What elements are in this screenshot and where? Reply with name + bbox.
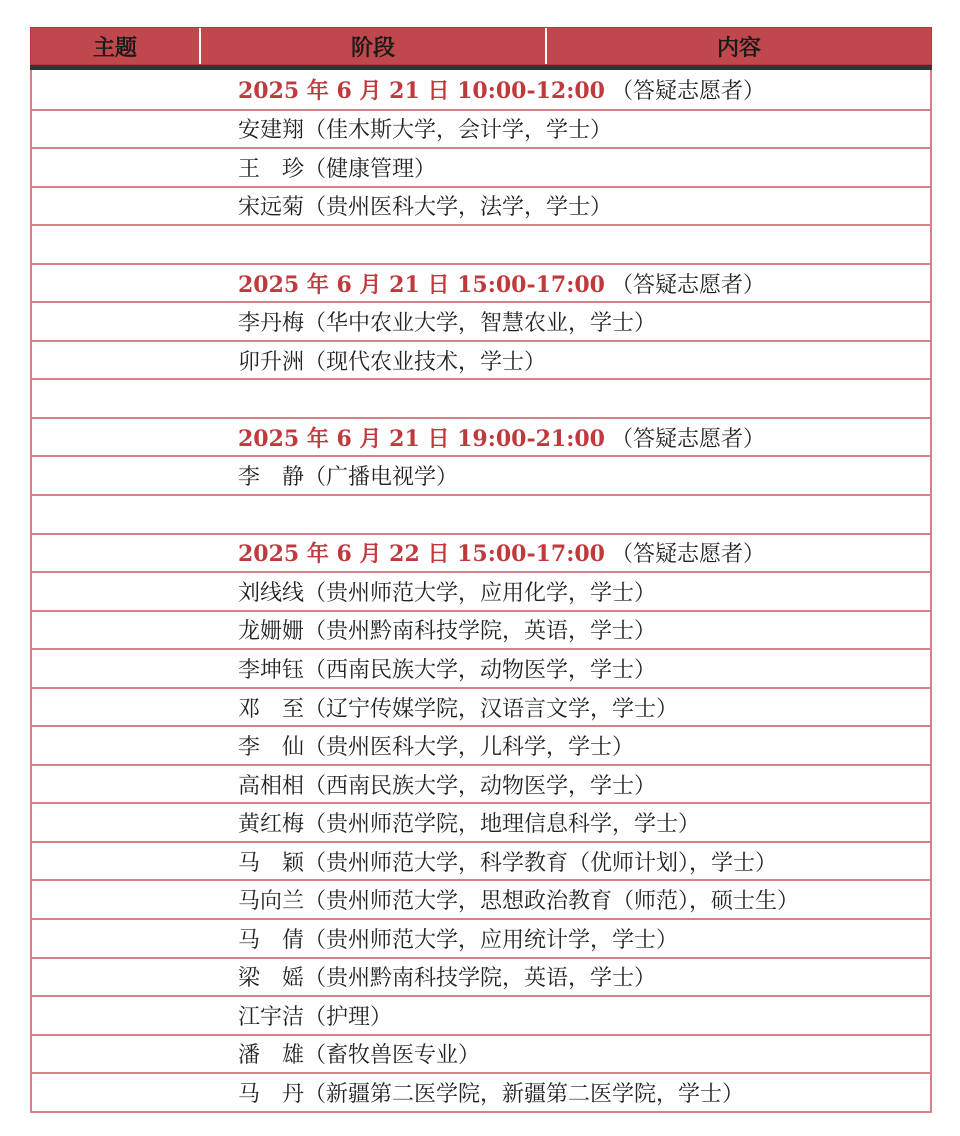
blank-row [32,378,930,417]
session-heading [238,70,765,109]
table-row [32,1072,930,1111]
volunteer-entry: 刘线线（贵州师范大学，应用化学，学士） [238,580,657,606]
table-row [32,957,930,996]
table-row [32,918,930,957]
table-row [32,109,930,148]
table-row [32,70,930,109]
volunteer-entry: 龙姗姗（贵州黔南科技学院，英语，学士） [238,619,657,645]
table-body [30,70,932,1113]
volunteer-entry: 马 倩（贵州师范大学，应用统计学，学士） [238,927,679,953]
volunteer-entry: 邓 至（辽宁传媒学院，汉语言文学，学士） [238,696,679,722]
session-note: （答疑志愿者） [610,542,765,568]
table-row [32,147,930,186]
session-heading [238,535,765,572]
volunteer-entry: 宋远菊（贵州医科大学，法学，学士） [238,195,613,221]
table-row [32,995,930,1034]
session-heading [238,419,765,456]
volunteer-entry: 黄红梅（贵州师范学院，地理信息科学，学士） [238,812,701,838]
volunteer-entry: 梁 媱（贵州黔南科技学院，英语，学士） [238,966,657,992]
table-row [32,1034,930,1073]
table-row [32,841,930,880]
header-stage: 阶段 [199,28,545,64]
header-topic: 主题 [92,34,137,61]
table-row [32,533,930,572]
volunteer-entry: 李 静（广播电视学） [238,465,459,491]
table-row [32,301,930,340]
session-datetime: 2025 年 6 月 21 日 15:00-17:00 [238,271,605,298]
table-row [32,879,930,918]
volunteer-entry: 李丹梅（华中农业大学，智慧农业，学士） [238,311,657,337]
session-heading [238,265,765,302]
session-note: （答疑志愿者） [610,272,765,298]
volunteer-entry: 李坤钰（西南民族大学，动物医学，学士） [238,657,657,683]
session-note: （答疑志愿者） [610,78,765,104]
volunteer-entry: 江宇洁（护理） [238,1004,393,1030]
table-header [30,27,932,65]
table-row [32,417,930,456]
volunteer-table [30,27,932,1113]
table-row [32,764,930,803]
blank-row [32,494,930,533]
table-row [32,455,930,494]
table-row [32,802,930,841]
volunteer-entry: 马 颖（贵州师范大学，科学教育（优师计划），学士） [238,850,778,876]
session-datetime: 2025 年 6 月 22 日 15:00-17:00 [238,541,605,568]
session-datetime: 2025 年 6 月 21 日 19:00-21:00 [238,425,605,452]
volunteer-entry: 马向兰（贵州师范大学，思想政治教育（师范），硕士生） [238,889,800,915]
volunteer-entry: 安建翔（佳木斯大学，会计学，学士） [238,118,613,144]
volunteer-entry: 李 仙（贵州医科大学，儿科学，学士） [238,735,635,761]
table-row [32,648,930,687]
table-row [32,186,930,225]
table-row [32,340,930,379]
session-datetime: 2025 年 6 月 21 日 10:00-12:00 [238,77,605,104]
volunteer-entry: 潘 雄（畜牧兽医专业） [238,1043,481,1069]
volunteer-entry: 卯升洲（现代农业技术，学士） [238,349,547,375]
session-note: （答疑志愿者） [610,426,765,452]
blank-row [32,224,930,263]
table-row [32,687,930,726]
header-content: 内容 [545,28,931,64]
volunteer-entry: 王 珍（健康管理） [238,156,437,182]
table-row [32,571,930,610]
volunteer-entry: 马 丹（新疆第二医学院，新疆第二医学院，学士） [238,1081,745,1107]
volunteer-entry: 高相相（西南民族大学，动物医学，学士） [238,773,657,799]
table-row [32,263,930,302]
table-row [32,610,930,649]
table-row [32,725,930,764]
